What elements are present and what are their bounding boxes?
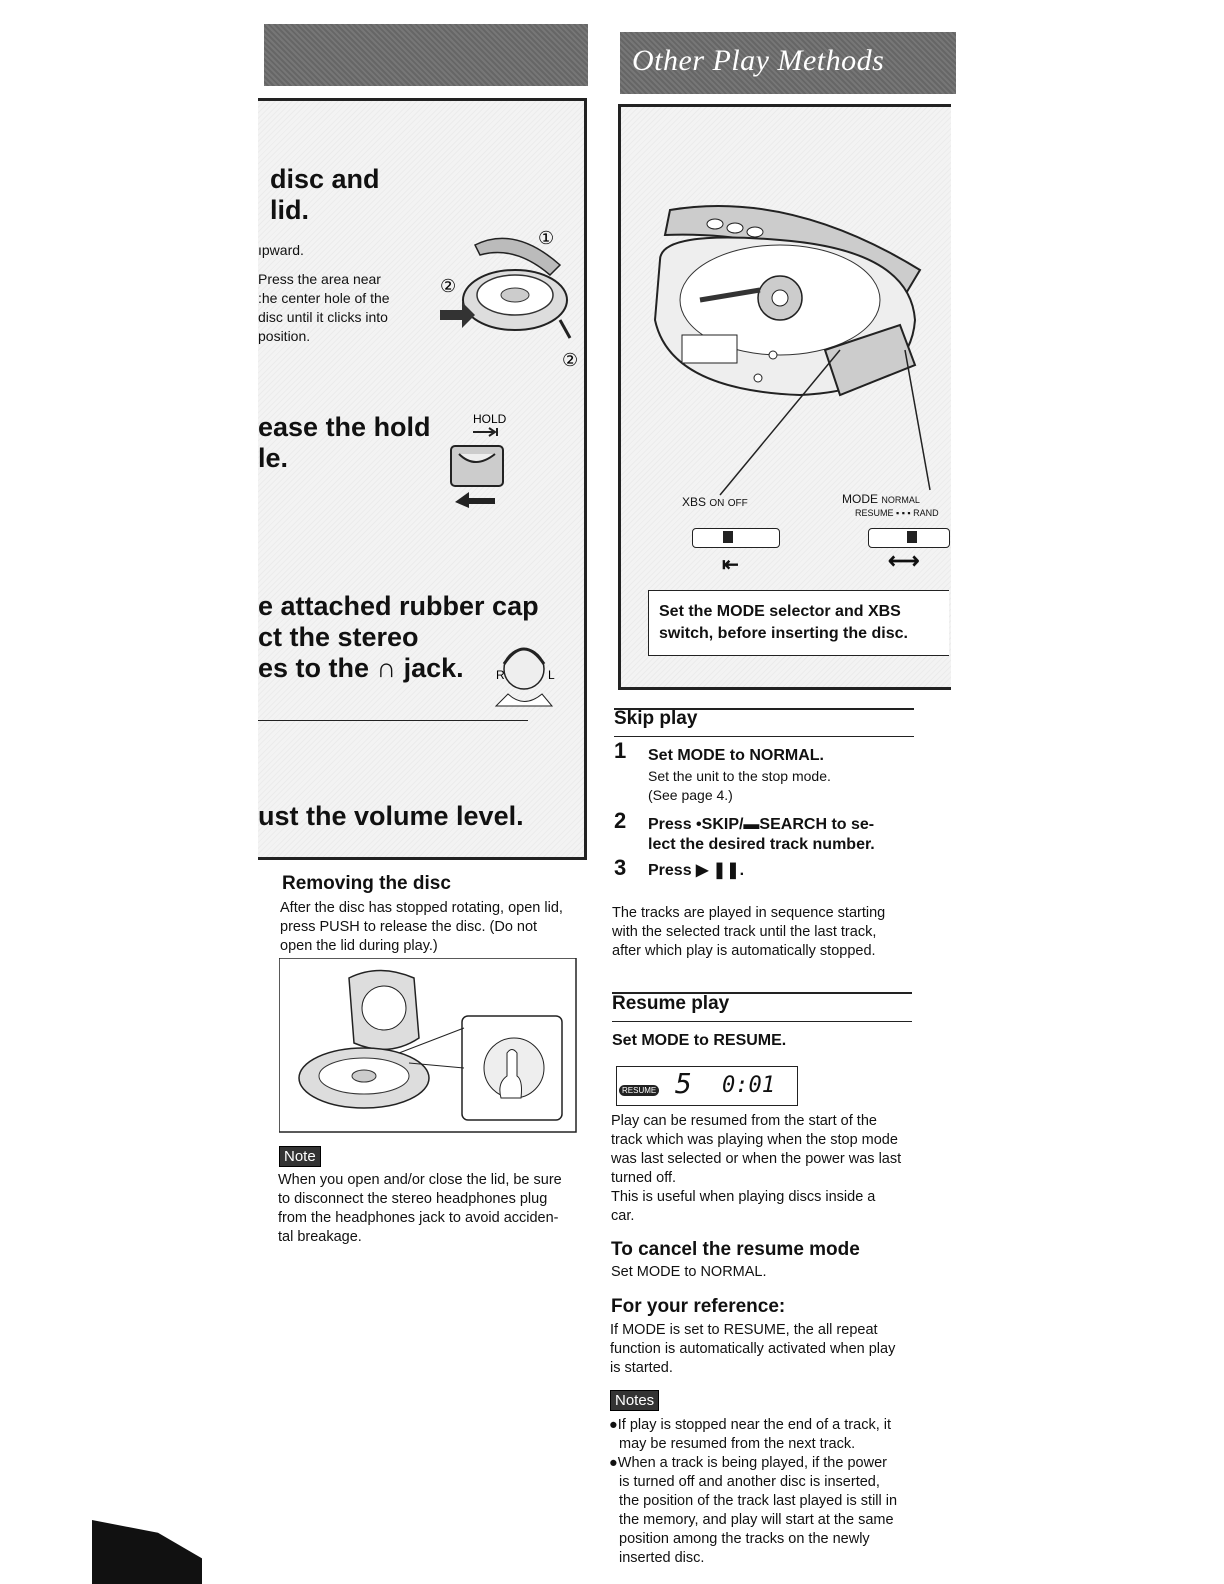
headphones-icon: ∩ — [376, 653, 397, 683]
lcd-display — [616, 1066, 798, 1106]
cancel-resume-title: To cancel the resume mode — [611, 1239, 860, 1260]
svg-text:L: L — [548, 668, 555, 682]
skip-play-title: Skip play — [614, 708, 698, 729]
disc-insert-illustration — [420, 220, 585, 370]
remove-disc-illustration — [279, 958, 577, 1133]
step-cap-heading: e attached rubber cap ct the stereo es to the ∩ jack. — [258, 591, 539, 683]
listener-head-illustration — [494, 634, 564, 724]
skip-play-description: The tracks are played in sequence starting with the selected track until the last track, after which play is automatically stopped. — [612, 905, 886, 959]
svg-text:HOLD: HOLD — [473, 412, 507, 426]
note-text: When you open and/or close the lid, be sure to disconnect the stereo headphones plug from the headphones jack to avoid acciden- tal breakage. — [278, 1172, 562, 1245]
resume-description: Play can be resumed from the start of the track which was playing when the stop mode was last selected or when the power was last turned off. This is useful when playing discs inside a car. — [611, 1113, 902, 1224]
divider — [258, 720, 528, 721]
upward-text: ıpward. — [258, 242, 304, 258]
press-instructions: Press the area near :he center hole of the disc until it clicks into position. — [258, 271, 390, 344]
caution-box: Set the MODE selector and XBS switch, before inserting the disc. — [648, 590, 949, 656]
hold-switch-illustration — [445, 410, 515, 510]
resume-indicator-icon: RESUME — [619, 1085, 659, 1096]
reference-text: If MODE is set to RESUME, the all repeat function is automatically activated when play is started. — [610, 1322, 896, 1376]
divider — [614, 736, 914, 737]
note-badge: Note — [279, 1148, 321, 1166]
player-illustration — [640, 190, 940, 520]
removing-disc-title: Removing the disc — [282, 873, 451, 894]
cancel-resume-text: Set MODE to NORMAL. — [611, 1264, 767, 1280]
mode-switch — [868, 528, 950, 548]
svg-text:②: ② — [440, 276, 457, 296]
step-number: 3 — [614, 855, 627, 880]
hold-arrow-icon — [473, 428, 497, 436]
track-number: 5 — [675, 1067, 692, 1100]
arrow-icon — [560, 320, 570, 338]
xbs-arrow-left-icon: ⇤ — [722, 554, 739, 576]
list-item: ●If play is stopped near the end of a track, it may be resumed from the next track. — [609, 1417, 891, 1452]
page-title: Other Play Methods — [632, 44, 885, 77]
removing-disc-text: After the disc has stopped rotating, open lid, press PUSH to release the disc. (Do not open the lid during play.) — [280, 900, 563, 954]
mode-arrow-both-icon: ⟷ — [888, 548, 920, 573]
elapsed-time: 0:01 — [722, 1073, 775, 1098]
step-volume-heading: ust the volume level. — [258, 801, 524, 831]
list-item: ●When a track is being played, if the power is turned off and another disc is inserted, the position of the track last played is still in the memory, and play will start at the same position among the tracks on the newly inserted disc. — [609, 1455, 898, 1566]
mode-label: MODE NORMAL — [842, 492, 920, 506]
xbs-switch — [692, 528, 780, 548]
disc-hub — [501, 288, 529, 302]
step-disc-heading: disc and lid. — [270, 164, 380, 225]
step-number: 1 — [614, 738, 627, 763]
skip-step1-bold: Set MODE to NORMAL. — [648, 747, 824, 764]
lcd-window — [682, 335, 737, 363]
resume-instruction: Set MODE to RESUME. — [612, 1032, 787, 1049]
skip-step3-bold: Press ▶ ❚❚. — [648, 862, 745, 879]
xbs-label: XBS ON OFF — [682, 495, 748, 509]
reference-title: For your reference: — [611, 1296, 786, 1317]
left-header-banner — [264, 24, 588, 86]
skip-step2-bold: Press •SKIP/▬SEARCH to se- lect the desired track number. — [648, 816, 875, 853]
resume-play-title: Resume play — [612, 993, 730, 1014]
svg-text:①: ① — [538, 228, 555, 248]
hold-switch — [451, 446, 503, 486]
mode-positions: RESUME ▪ ▪ ▪ RAND — [855, 508, 939, 518]
arrow-left-icon — [455, 492, 495, 508]
skip-step1-sub: Set the unit to the stop mode. (See page 4.) — [648, 768, 831, 803]
svg-text:②: ② — [562, 350, 579, 370]
scan-shadow — [92, 1520, 202, 1584]
notes-list — [609, 1416, 909, 1568]
divider — [612, 1021, 912, 1022]
step-hold-heading: ease the hold le. — [258, 412, 431, 473]
svg-text:R: R — [496, 668, 505, 682]
step-number: 2 — [614, 808, 627, 833]
notes-badge: Notes — [610, 1392, 659, 1410]
